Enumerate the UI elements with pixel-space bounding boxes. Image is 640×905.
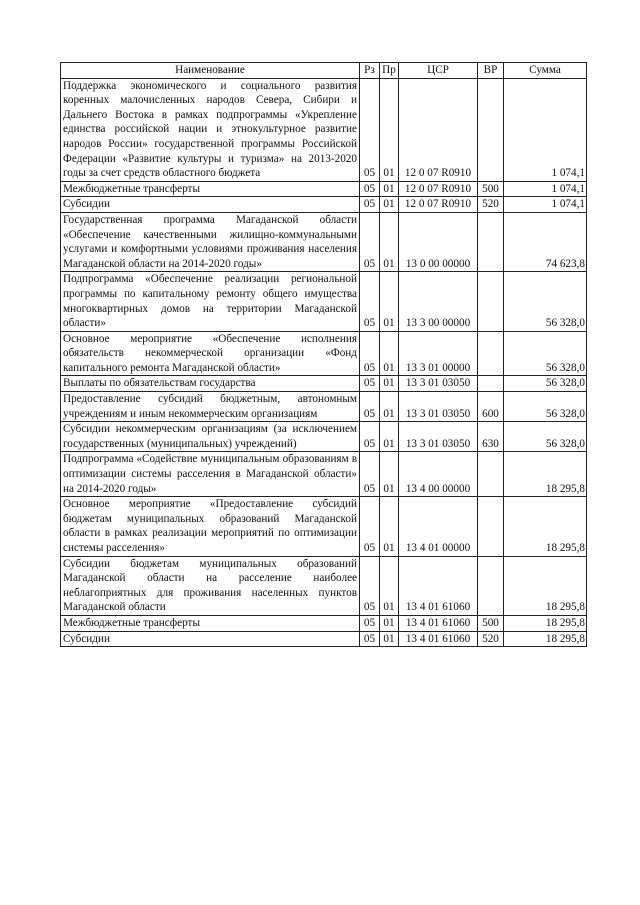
- cell-pr: 01: [380, 212, 399, 271]
- cell-rz: 05: [360, 631, 380, 647]
- cell-name: Выплаты по обязательствам государства: [61, 376, 360, 392]
- cell-vr: 630: [478, 422, 504, 452]
- cell-csr: 12 0 07 R0910: [399, 197, 478, 213]
- cell-csr: 12 0 07 R0910: [399, 181, 478, 197]
- table-row: [61, 212, 587, 271]
- cell-vr: [478, 78, 504, 181]
- cell-csr: 13 3 01 03050: [399, 376, 478, 392]
- cell-vr: [478, 452, 504, 497]
- cell-csr: 13 4 01 61060: [399, 631, 478, 647]
- table-row: [61, 181, 587, 197]
- cell-vr: 520: [478, 631, 504, 647]
- cell-csr: 13 4 00 00000: [399, 452, 478, 497]
- table-row: [61, 497, 587, 556]
- cell-name: Подпрограмма «Содействие муниципальным образованиям в оптимизации системы расселения в Магаданской области» на 2014-2020 годы»: [61, 452, 360, 497]
- cell-pr: 01: [380, 392, 399, 422]
- cell-rz: 05: [360, 497, 380, 556]
- cell-csr: 13 4 01 00000: [399, 497, 478, 556]
- cell-csr: 13 4 01 61060: [399, 615, 478, 631]
- cell-pr: 01: [380, 78, 399, 181]
- table-header-row: [61, 63, 587, 79]
- cell-rz: 05: [360, 556, 380, 615]
- header-csr: ЦСР: [399, 63, 478, 79]
- budget-table: [60, 62, 587, 647]
- cell-sum: 56 328,0: [504, 392, 587, 422]
- cell-sum: 1 074,1: [504, 78, 587, 181]
- cell-rz: 05: [360, 392, 380, 422]
- table-row: [61, 272, 587, 331]
- cell-name: Государственная программа Магаданской области «Обеспечение качественными жилищно-коммунальными услугами и комфортными условиями проживания населения Магаданской области на 2014-2020 годы»: [61, 212, 360, 271]
- cell-rz: 05: [360, 78, 380, 181]
- cell-pr: 01: [380, 272, 399, 331]
- cell-vr: 500: [478, 615, 504, 631]
- cell-pr: 01: [380, 422, 399, 452]
- cell-name: Субсидии: [61, 197, 360, 213]
- header-vr: ВР: [478, 63, 504, 79]
- cell-vr: 600: [478, 392, 504, 422]
- table-row: [61, 556, 587, 615]
- cell-name: Субсидии бюджетам муниципальных образований Магаданской области на расселение наиболее неблагоприятных для проживания населенных пунктов Магаданской области: [61, 556, 360, 615]
- cell-csr: 13 3 01 03050: [399, 392, 478, 422]
- cell-name: Подпрограмма «Обеспечение реализации региональной программы по капитальному ремонту общего имущества многоквартирных домов на территории Магаданской области»: [61, 272, 360, 331]
- cell-vr: [478, 212, 504, 271]
- cell-vr: 520: [478, 197, 504, 213]
- cell-sum: 56 328,0: [504, 331, 587, 376]
- header-pr: Пр: [380, 63, 399, 79]
- cell-sum: 56 328,0: [504, 376, 587, 392]
- cell-sum: 18 295,8: [504, 615, 587, 631]
- cell-rz: 05: [360, 212, 380, 271]
- cell-csr: 13 3 01 03050: [399, 422, 478, 452]
- cell-name: Субсидии: [61, 631, 360, 647]
- cell-vr: 500: [478, 181, 504, 197]
- cell-name: Межбюджетные трансферты: [61, 181, 360, 197]
- cell-pr: 01: [380, 497, 399, 556]
- cell-rz: 05: [360, 615, 380, 631]
- cell-pr: 01: [380, 376, 399, 392]
- cell-csr: 13 3 00 00000: [399, 272, 478, 331]
- table-row: [61, 197, 587, 213]
- cell-vr: [478, 331, 504, 376]
- table-row: [61, 631, 587, 647]
- table-body: [61, 78, 587, 647]
- cell-pr: 01: [380, 631, 399, 647]
- cell-rz: 05: [360, 331, 380, 376]
- cell-sum: 18 295,8: [504, 497, 587, 556]
- cell-csr: 13 3 01 00000: [399, 331, 478, 376]
- cell-sum: 56 328,0: [504, 422, 587, 452]
- cell-rz: 05: [360, 422, 380, 452]
- cell-rz: 05: [360, 376, 380, 392]
- cell-pr: 01: [380, 197, 399, 213]
- cell-csr: 13 4 01 61060: [399, 556, 478, 615]
- cell-rz: 05: [360, 181, 380, 197]
- cell-pr: 01: [380, 556, 399, 615]
- cell-sum: 74 623,8: [504, 212, 587, 271]
- cell-csr: 13 0 00 00000: [399, 212, 478, 271]
- cell-pr: 01: [380, 331, 399, 376]
- cell-name: Основное мероприятие «Обеспечение исполнения обязательств некоммерческой организации «Фонд капитального ремонта Магаданской области»: [61, 331, 360, 376]
- cell-vr: [478, 497, 504, 556]
- cell-csr: 12 0 07 R0910: [399, 78, 478, 181]
- cell-pr: 01: [380, 452, 399, 497]
- cell-sum: 1 074,1: [504, 181, 587, 197]
- cell-vr: [478, 556, 504, 615]
- table-row: [61, 331, 587, 376]
- cell-sum: 56 328,0: [504, 272, 587, 331]
- cell-rz: 05: [360, 272, 380, 331]
- header-name: Наименование: [61, 63, 360, 79]
- cell-sum: 18 295,8: [504, 631, 587, 647]
- cell-sum: 18 295,8: [504, 556, 587, 615]
- cell-name: Межбюджетные трансферты: [61, 615, 360, 631]
- cell-name: Предоставление субсидий бюджетным, автономным учреждениям и иным некоммерческим организациям: [61, 392, 360, 422]
- cell-vr: [478, 272, 504, 331]
- cell-name: Субсидии некоммерческим организациям (за исключением государственных (муниципальных) учреждений): [61, 422, 360, 452]
- cell-name: Основное мероприятие «Предоставление субсидий бюджетам муниципальных образований Магаданской области в рамках реализации мероприятий по оптимизации системы расселения»: [61, 497, 360, 556]
- cell-rz: 05: [360, 197, 380, 213]
- cell-sum: 1 074,1: [504, 197, 587, 213]
- header-rz: Рз: [360, 63, 380, 79]
- cell-pr: 01: [380, 181, 399, 197]
- cell-pr: 01: [380, 615, 399, 631]
- header-sum: Сумма: [504, 63, 587, 79]
- table-row: [61, 392, 587, 422]
- cell-name: Поддержка экономического и социального развития коренных малочисленных народов Севера, Сибири и Дальнего Востока в рамках подпрограммы «Укрепление единства российской нации и этнокультурное развитие народов России» государственной программы Российской Федерации «Развитие культуры и туризма» на 2013-2020 годы за счет средств областного бюджета: [61, 78, 360, 181]
- cell-vr: [478, 376, 504, 392]
- table-row: [61, 422, 587, 452]
- table-row: [61, 78, 587, 181]
- cell-sum: 18 295,8: [504, 452, 587, 497]
- table-row: [61, 615, 587, 631]
- table-row: [61, 452, 587, 497]
- table-row: [61, 376, 587, 392]
- cell-rz: 05: [360, 452, 380, 497]
